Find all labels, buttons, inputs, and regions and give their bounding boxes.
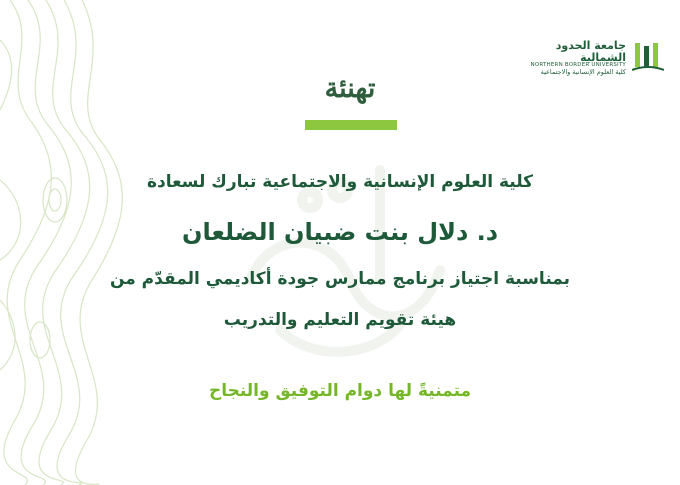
watermark-decoration	[190, 110, 490, 410]
message-occasion: بمناسبة اجتياز برنامج ممارس جودة أكاديمي المقدّم من	[109, 269, 571, 289]
congratulation-title: تهنئة	[324, 73, 376, 104]
university-name-english: NORTHERN BORDER UNIVERSITY	[530, 62, 626, 69]
message-authority: هيئة تقويم التعليم والتدريب	[223, 310, 457, 330]
university-emblem-icon	[632, 40, 664, 74]
college-name: كلية العلوم الإنسانية والاجتماعية	[540, 67, 626, 76]
congratulation-badge	[302, 62, 398, 130]
university-name-block	[520, 40, 626, 76]
honoree-name: د. دلال بنت ضبيان الضلعان	[181, 218, 499, 246]
badge-underline-bar	[305, 120, 397, 130]
university-logo	[520, 38, 670, 78]
closing-wish: متمنيةً لها دوام التوفيق والنجاح	[208, 381, 472, 401]
message-intro: كلية العلوم الإنسانية والاجتماعية تبارك لسعادة	[146, 172, 534, 192]
university-name-arabic: جامعة الحدود الشمالية	[555, 39, 626, 64]
